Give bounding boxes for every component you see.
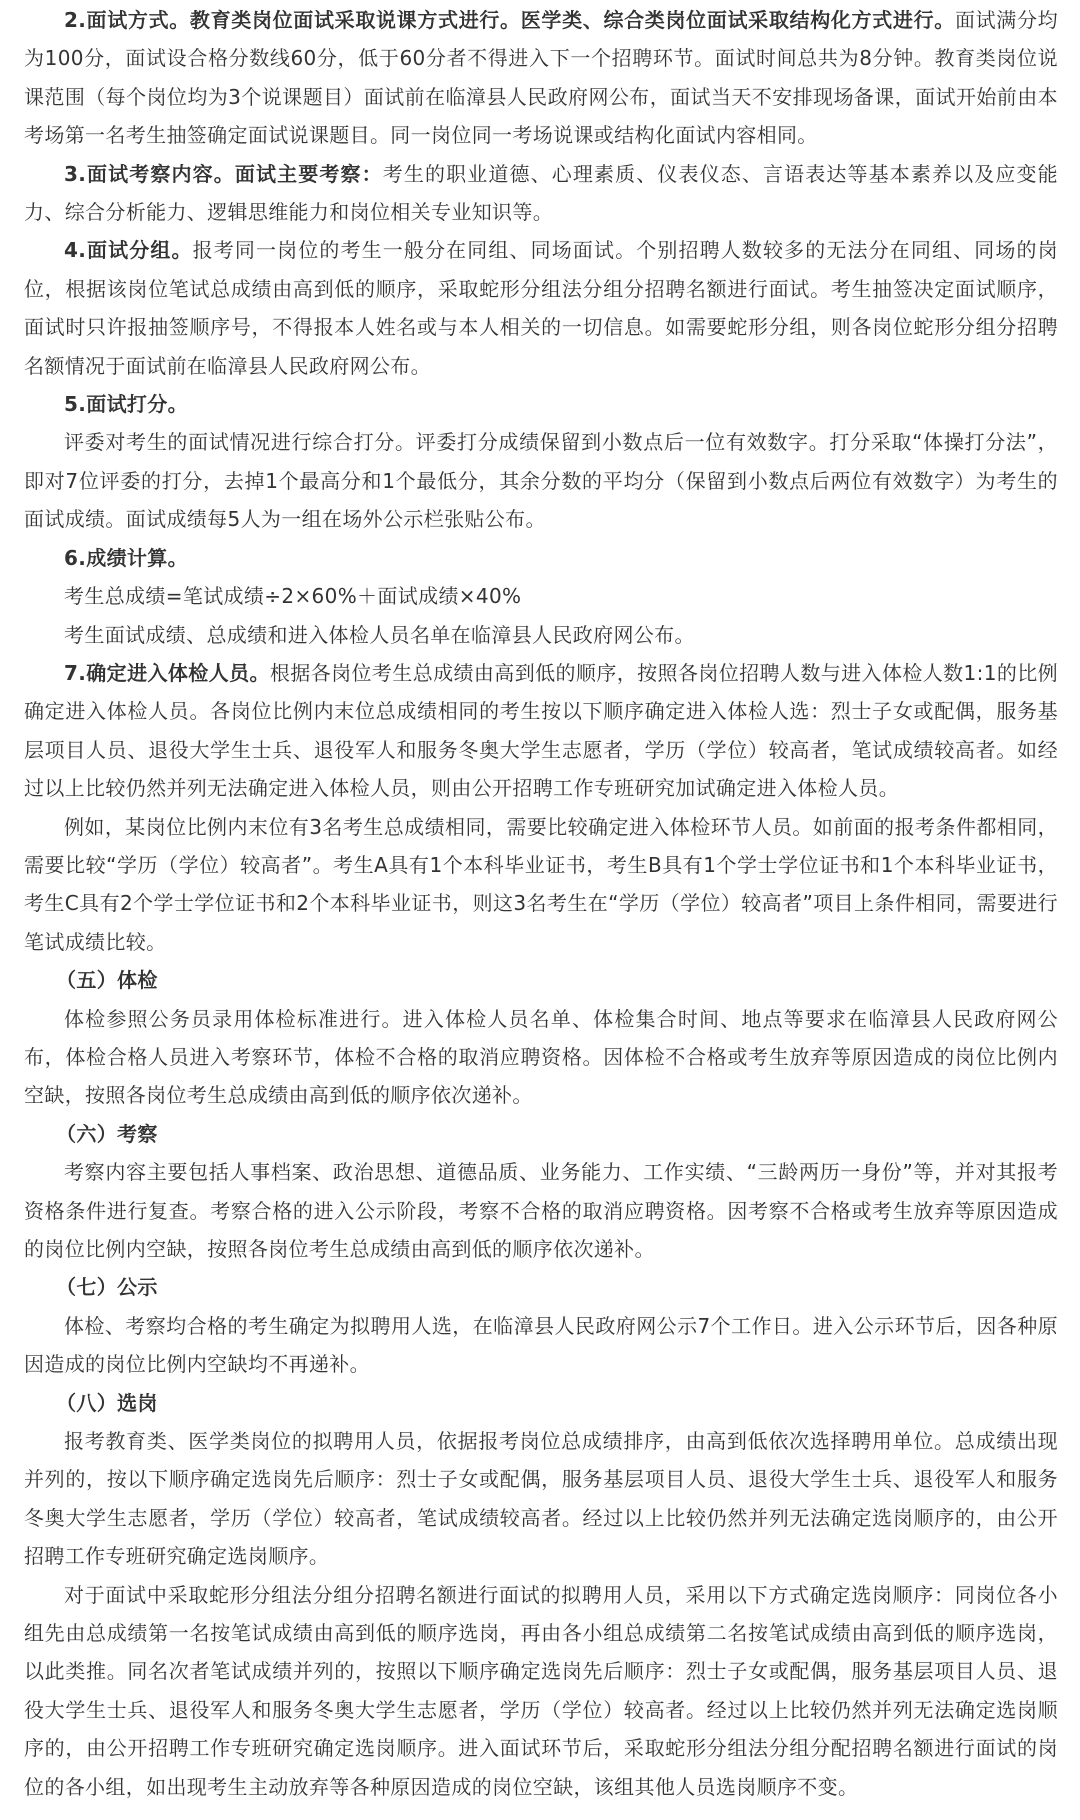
interview-grouping-text: 报考同一岗位的考生一般分在同组、同场面试。个别招聘人数较多的无法分在同组、同场的岗位，根据该岗位笔试总成绩由高到低的顺序，采取蛇形分组法分组分招聘名额进行面试。考生抽签决定面试顺序，面试时只许报抽签顺序号，不得报本人姓名或与本人相关的一切信息。如需要蛇形分组，则各岗位蛇形分组分招聘名额情况于面试前在临漳县人民政府网公布。 [24, 238, 1058, 378]
interview-grouping-heading: 4.面试分组。 [64, 238, 193, 263]
interview-method-text: 面试满分均为100分，面试设合格分数线60分，低于60分者不得进入下一个招聘环节。面试时间总共为8分钟。教育类岗位说课范围（每个岗位均为3个说课题目）面试前在临漳县人民政府网公布，面试当天不安排现场备课，面试开始前由本考场第一名考生抽签确定面试说课题目。同一岗位同一考场说课或结构化面试内容相同。 [24, 8, 1058, 148]
section-medical-exam-text: 体检参照公务员录用体检标准进行。进入体检人员名单、体检集合时间、地点等要求在临漳县人民政府网公布，体检合格人员进入考察环节，体检不合格的取消应聘资格。因体检不合格或考生放弃等原因造成的岗位比例内空缺，按照各岗位考生总成绩由高到低的顺序依次递补。 [24, 1006, 1058, 1108]
paragraph-interview-grouping [24, 231, 1058, 385]
interview-method-heading: 2.面试方式。教育类岗位面试采取说课方式进行。医学类、综合类岗位面试采取结构化方式进行。 [64, 8, 955, 32]
section-inspection-heading: （六）考察 [56, 1121, 158, 1146]
paragraph-interview-content [24, 155, 1058, 232]
section-post-selection-text-2: 对于面试中采取蛇形分组法分组分招聘名额进行面试的拟聘用人员，采用以下方式确定选岗顺序：同岗位各小组先由总成绩第一名按笔试成绩由高到低的顺序选岗，再由各小组总成绩第二名按笔试成绩由高到低的顺序选岗，以此类推。同名次者笔试成绩并列的，按照以下顺序确定选岗先后顺序：烈士子女或配偶，服务基层项目人员、退役大学生士兵、退役军人和服务冬奥大学生志愿者，学历（学位）较高者。经过以上比较仍然并列无法确定选岗顺序的，由公开招聘工作专班研究确定选岗顺序。进入面试环节后，采取蛇形分组法分组分配招聘名额进行面试的岗位的各小组，如出现考生主动放弃等各种原因造成的岗位空缺，该组其他人员选岗顺序不变。 [24, 1582, 1058, 1799]
medical-exam-selection-text: 根据各岗位考生总成绩由高到低的顺序，按照各岗位招聘人数与进入体检人数1:1的比例确定进入体检人员。各岗位比例内末位总成绩相同的考生按以下顺序确定进入体检人选：烈士子女或配偶，服务基层项目人员、退役大学生士兵、退役军人和服务冬奥大学生志愿者，学历（学位）较高者，笔试成绩较高者。如经过以上比较仍然并列无法确定进入体检人员，则由公开招聘工作专班研究加试确定进入体检人员。 [24, 660, 1058, 801]
section-medical-exam-heading: （五）体检 [56, 968, 158, 993]
interview-scoring-heading: 5.面试打分。 [64, 392, 188, 417]
section-publicity-heading: （七）公示 [56, 1275, 158, 1300]
score-calculation-heading: 6.成绩计算。 [64, 545, 188, 570]
medical-exam-example: 例如，某岗位比例内末位有3名考生总成绩相同，需要比较确定进入体检环节人员。如前面的报考条件都相同，需要比较“学历（学位）较高者”。考生A具有1个本科毕业证书，考生B具有1个学士学位证书和1个本科毕业证书，考生C具有2个学士学位证书和2个本科毕业证书，则这3名考生在“学历（学位）较高者”项目上条件相同，需要进行笔试成绩比较。 [24, 814, 1058, 954]
medical-exam-selection-heading: 7.确定进入体检人员。 [64, 660, 270, 685]
section-inspection-text: 考察内容主要包括人事档案、政治思想、道德品质、业务能力、工作实绩、“三龄两历一身份”等，并对其报考资格条件进行复查。考察合格的进入公示阶段，考察不合格的取消应聘资格。因考察不合格或考生放弃等原因造成的岗位比例内空缺，按照各岗位考生总成绩由高到低的顺序依次递补。 [24, 1160, 1058, 1261]
interview-content-text: 考生的职业道德、心理素质、仪表仪态、言语表达等基本素养以及应变能力、综合分析能力、逻辑思维能力和岗位相关专业知识等。 [24, 161, 1058, 225]
section-post-selection-heading: （八）选岗 [56, 1390, 158, 1415]
paragraph-medical-exam-selection [24, 654, 1058, 808]
paragraph-interview-method [24, 1, 1058, 155]
score-publish-text: 考生面试成绩、总成绩和进入体检人员名单在临漳县人民政府网公布。 [64, 622, 695, 647]
section-publicity-text: 体检、考察均合格的考生确定为拟聘用人选，在临漳县人民政府网公示7个工作日。进入公示环节后，因各种原因造成的岗位比例内空缺均不再递补。 [24, 1313, 1058, 1377]
interview-scoring-text: 评委对考生的面试情况进行综合打分。评委打分成绩保留到小数点后一位有效数字。打分采取“体操打分法”，即对7位评委的打分，去掉1个最高分和1个最低分，其余分数的平均分（保留到小数点后两位有效数字）为考生的面试成绩。面试成绩每5人为一组在场外公示栏张贴公布。 [24, 430, 1058, 532]
score-formula: 考生总成绩=笔试成绩÷2×60%＋面试成绩×40% [64, 584, 522, 609]
section-post-selection-text-1: 报考教育类、医学类岗位的拟聘用人员，依据报考岗位总成绩排序，由高到低依次选择聘用单位。总成绩出现并列的，按以下顺序确定选岗先后顺序：烈士子女或配偶，服务基层项目人员、退役大学生士兵、退役军人和服务冬奥大学生志愿者，学历（学位）较高者，笔试成绩较高者。经过以上比较仍然并列无法确定选岗顺序的，由公开招聘工作专班研究确定选岗顺序。 [24, 1429, 1058, 1569]
interview-content-heading: 3.面试考察内容。面试主要考察： [64, 161, 383, 186]
